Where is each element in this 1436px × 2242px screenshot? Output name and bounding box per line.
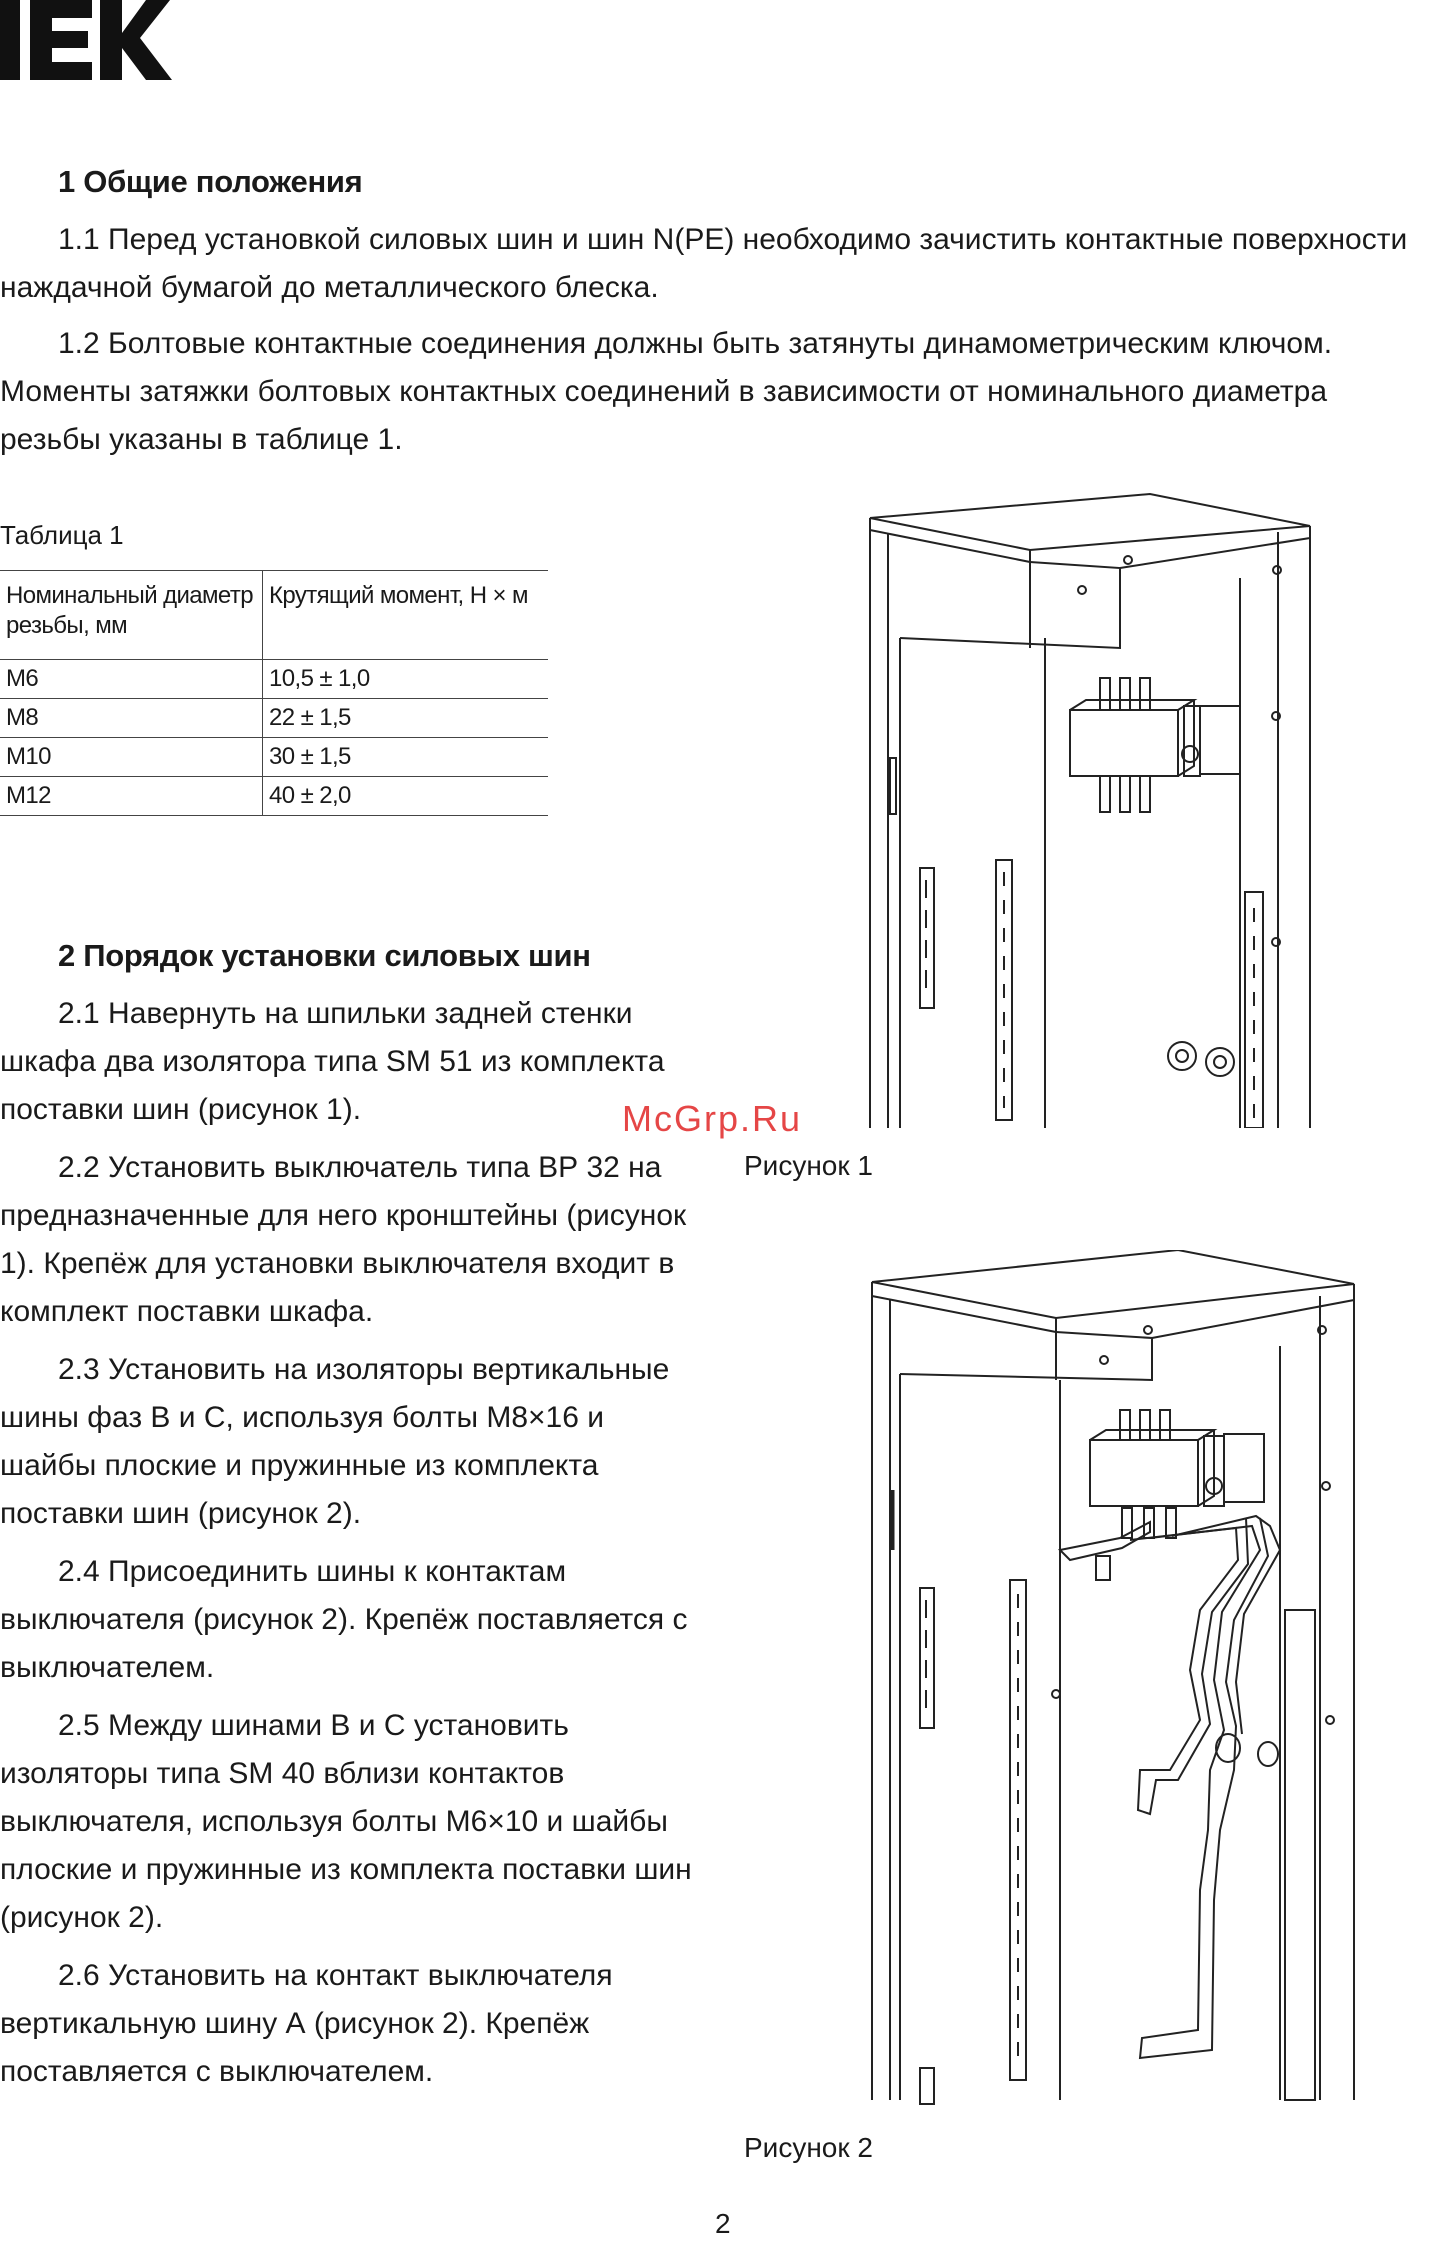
- step-2-1: 2.1 Навернуть на шпильки задней стенки шкафа два изолятора типа SM 51 из комплекта поставки шин (рисунок 1).: [0, 997, 665, 1126]
- header-torque: Крутящий момент, Н × м: [263, 571, 549, 660]
- section-1-title: 1 Общие положения: [58, 164, 363, 199]
- table-1-caption: Таблица 1: [0, 520, 124, 550]
- watermark-text: McGrp.Ru: [622, 1098, 803, 1139]
- step-2-5: 2.5 Между шинами В и С установить изоляторы типа SM 40 вблизи контактов выключателя, используя болты М6×10 и шайбы плоские и пружинные из комплекта поставки шин (рисунок 2).: [0, 1709, 692, 1934]
- cell-torque: 30 ± 1,5: [263, 738, 549, 777]
- table-row: [0, 738, 548, 777]
- cell-diameter: М8: [0, 699, 263, 738]
- paragraph-1-1: 1.1 Перед установкой силовых шин и шин N(PE) необходимо зачистить контактные поверхности наждачной бумагой до металлического блеска.: [0, 223, 1408, 304]
- cell-torque: 40 ± 2,0: [263, 777, 549, 816]
- step-2-2: 2.2 Установить выключатель типа ВР 32 на предназначенные для него кронштейны (рисунок 1). Крепёж для установки выключателя входит в комплект поставки шкафа.: [0, 1151, 687, 1328]
- step-2-4: 2.4 Присоединить шины к контактам выключателя (рисунок 2). Крепёж поставляется с выключателем.: [0, 1555, 688, 1684]
- cell-torque: 10,5 ± 1,0: [263, 660, 549, 699]
- cell-diameter: М12: [0, 777, 263, 816]
- figure-1-caption: Рисунок 1: [744, 1150, 873, 1181]
- table-row: [0, 699, 548, 738]
- torque-table: [0, 570, 548, 816]
- table-row: [0, 660, 548, 699]
- section-2-title: 2 Порядок установки силовых шин: [58, 938, 591, 973]
- figure-2-drawing: [860, 1250, 1360, 2110]
- paragraph-1-2: 1.2 Болтовые контактные соединения должны быть затянуты динамометрическим ключом. Моменты затяжки болтовых контактных соединений в зависимости от номинального диаметра резьбы указаны в таблице 1.: [0, 327, 1333, 456]
- step-2-3: 2.3 Установить на изоляторы вертикальные шины фаз В и С, используя болты М8×16 и шайбы плоские и пружинные из комплекта поставки шин (рисунок 2).: [0, 1353, 670, 1530]
- figure-2-caption: Рисунок 2: [744, 2132, 873, 2163]
- figure-1-drawing: [860, 488, 1320, 1128]
- step-2-6: 2.6 Установить на контакт выключателя вертикальную шину А (рисунок 2). Крепёж поставляется с выключателем.: [0, 1959, 613, 2088]
- table-header-row: [0, 571, 548, 660]
- cell-diameter: М6: [0, 660, 263, 699]
- cell-diameter: М10: [0, 738, 263, 777]
- table-row: [0, 777, 548, 816]
- section-2-body: [0, 990, 700, 2096]
- iek-logo: [0, 0, 172, 80]
- cell-torque: 22 ± 1,5: [263, 699, 549, 738]
- page-number: 2: [715, 2208, 731, 2239]
- header-thread-diameter: Номинальный диаметр резьбы, мм: [0, 571, 263, 660]
